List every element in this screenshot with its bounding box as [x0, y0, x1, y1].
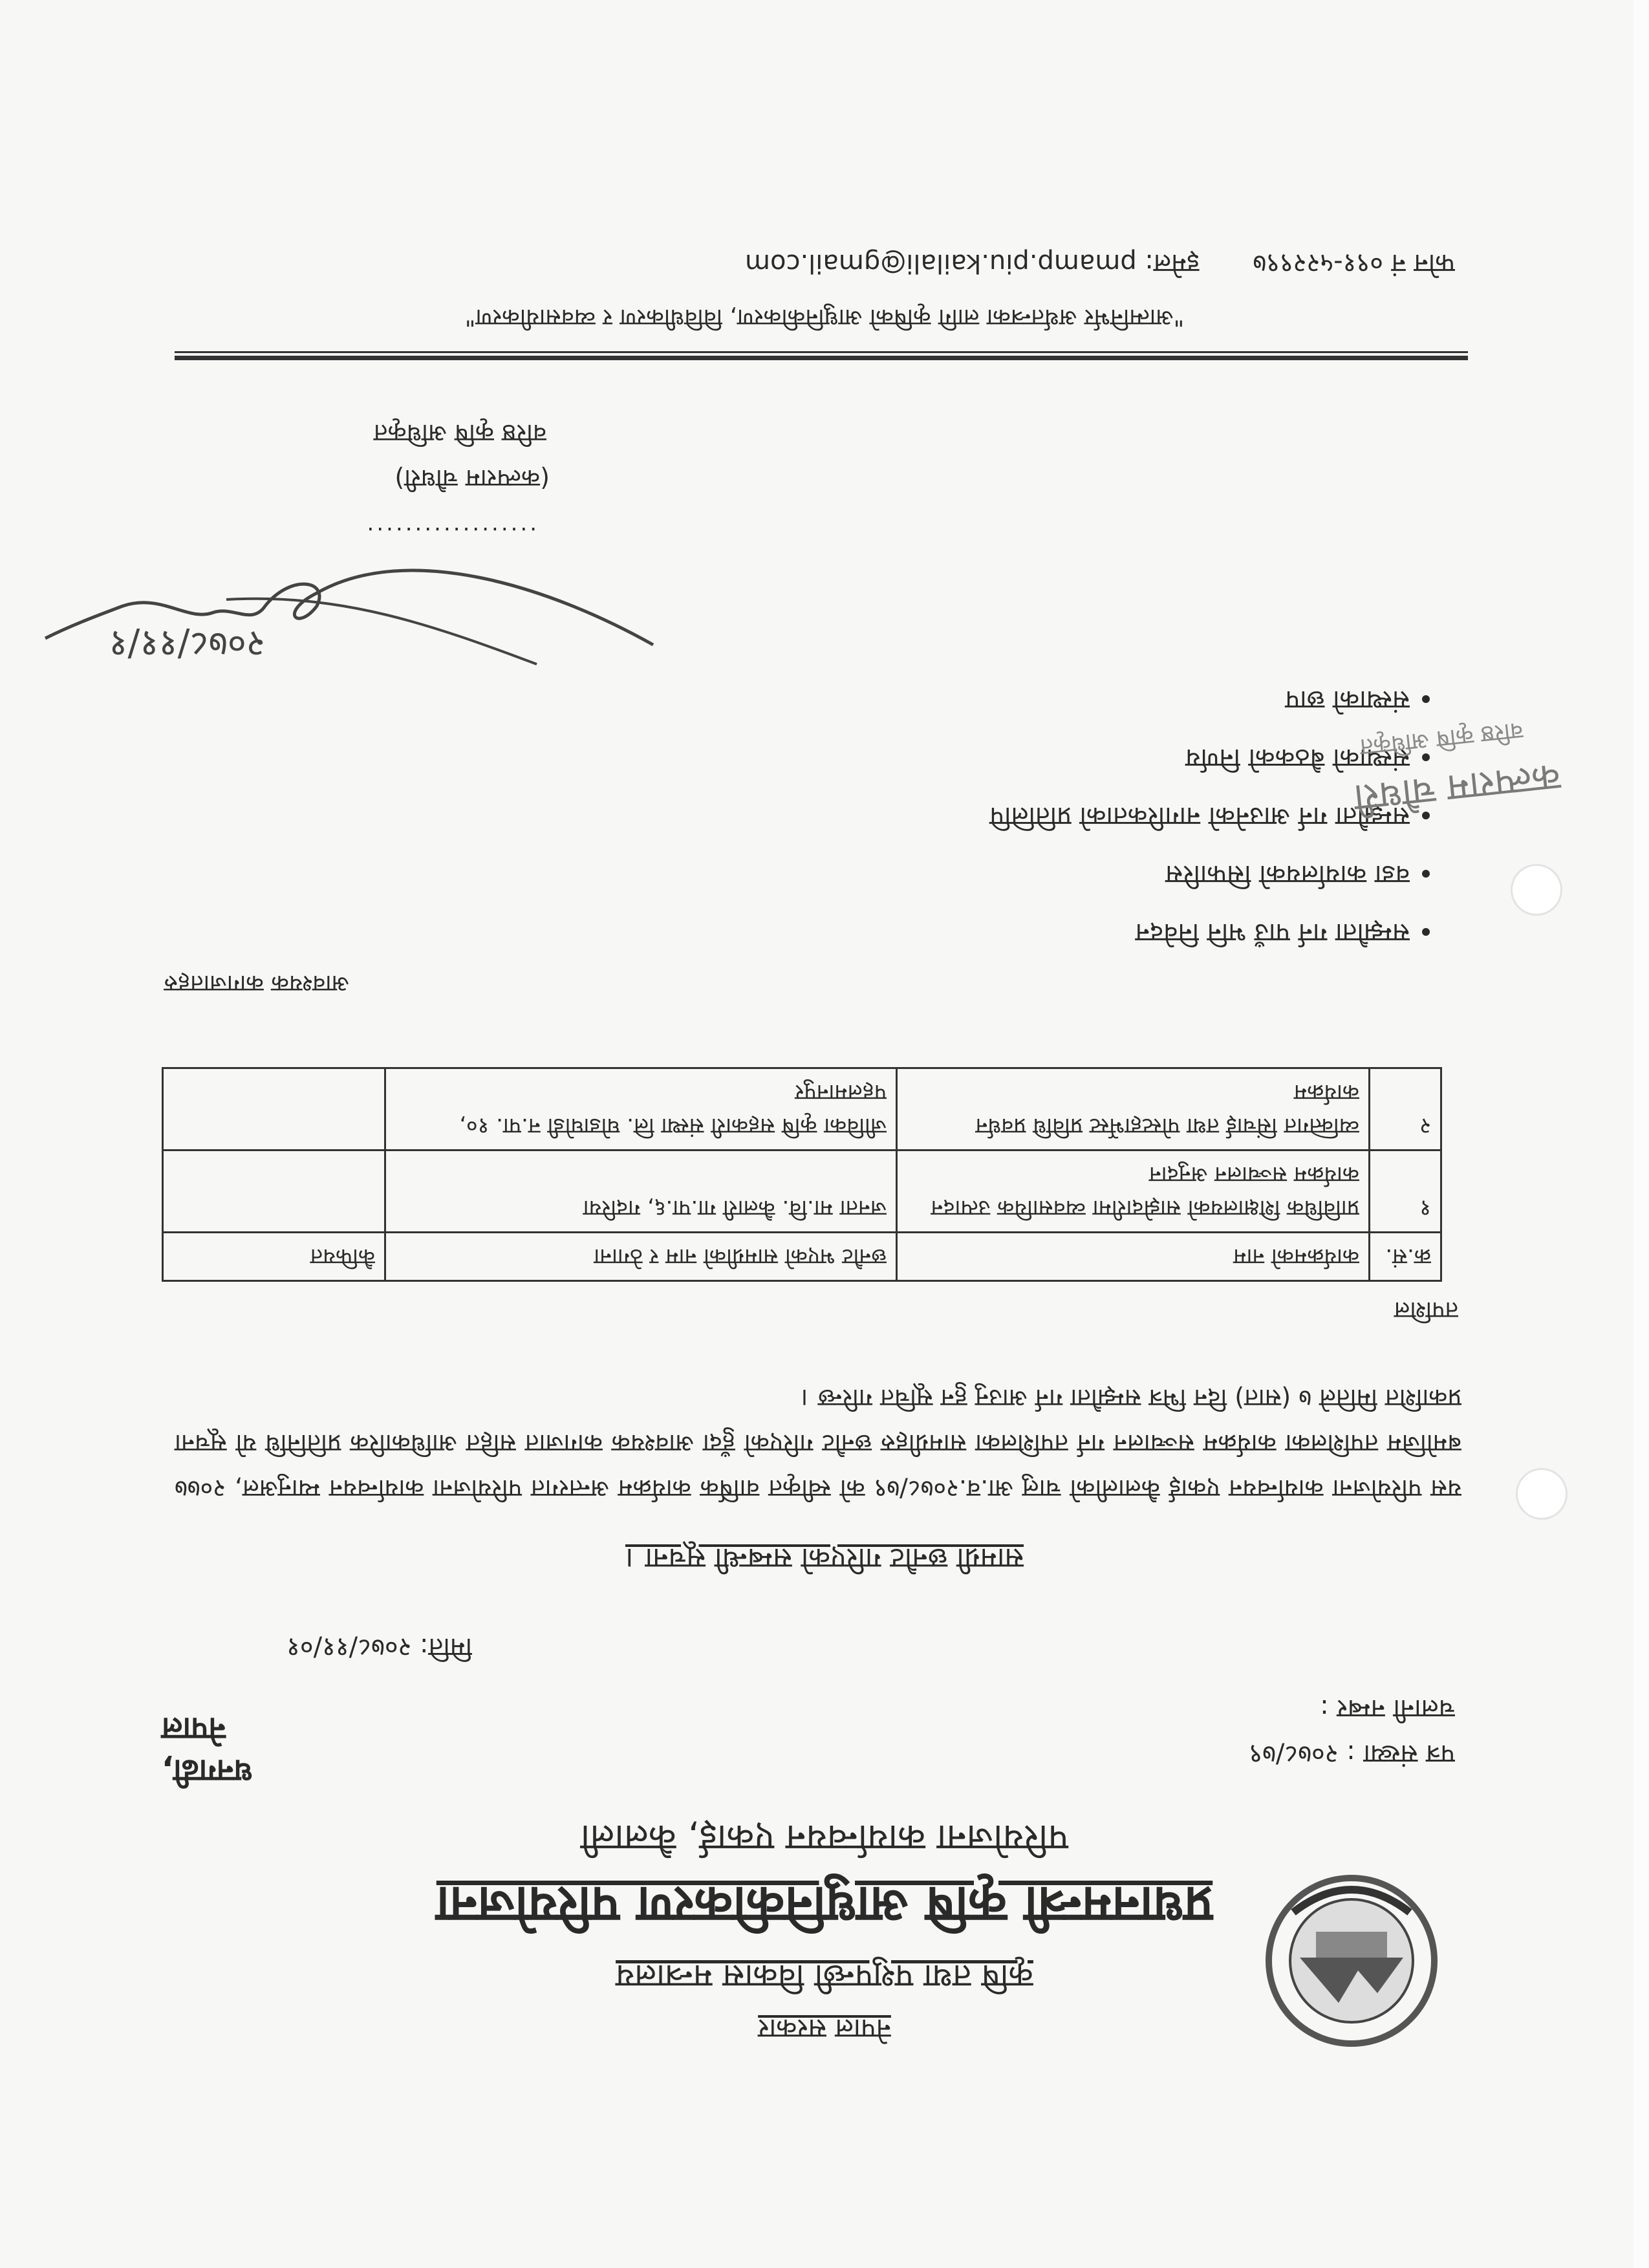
list-item: • वडा कार्यालयको सिफारिस — [989, 845, 1410, 903]
table-row — [163, 1068, 1441, 1150]
table-row — [163, 1150, 1441, 1233]
table-header-row — [163, 1233, 1441, 1281]
table-cell: १ — [1370, 1150, 1441, 1233]
dispatch-number: चलानी नम्बर : — [1320, 1694, 1455, 1723]
handwritten-signature — [32, 470, 679, 703]
table-cell: प्राविधिक शिक्षालयको साझेदारीमा व्यवसायिक उत्पादन कार्यक्रम सञ्चालन अनुदान — [897, 1150, 1370, 1233]
signature-dots: .................. — [364, 522, 537, 548]
signer-name: (कल्पराम चौधरी) — [394, 464, 550, 493]
name-stamp — [1235, 703, 1571, 832]
notice-subject: सामग्री छनौट गरिएको सम्बन्धी सूचना । — [625, 1542, 1024, 1575]
unit-title: परियोजना कार्यान्वयन एकाई, कैलाली — [580, 1817, 1069, 1859]
list-item: • सम्झौता गर्न आउनेको नागरिकताको प्रतिलिपि — [989, 787, 1410, 845]
signer-designation: वरिष्ठ कृषि अधिकृत — [373, 419, 546, 448]
notice-body: यस परियोजना कार्यान्वयन एकाई कैलालीको चालु आ.व.२०७८/७९ को स्वीकृत वार्षिक कार्यक्रम अन्तरगत परियोजना कार्यान्वयन म्यानुअल, २०७७ बमोजिम तपशिलका कार्यक्रम सञ्चालन गर्न तपशिलका सामग्रीहरु छनौट गरिएको हुँदा आवश्यक कागजात सहित आधिकारिक प्रतिनिधि यो सूचना प्रकाशित मितिले ७ (सात) दिन भित्र सम्झौता गर्न आउनु हुन सूचित गरिन्छ । — [175, 1384, 1461, 1503]
table-cell: २ — [1370, 1068, 1441, 1150]
table-cell: जीविका कृषि सहकारी संस्था लि. घोडाघोडी न.पा. १०, पहलमानपुर — [385, 1068, 897, 1150]
letter-date: मिति: २०७८/११/०१ — [286, 1632, 472, 1662]
table-cell: व्यक्तिगत सिंचाई तथा पोस्टहार्भेस्ट प्रविधि प्रवर्धन कार्यक्रम — [897, 1068, 1370, 1150]
table-header-cell: क्र.सं. — [1370, 1233, 1441, 1281]
table-header-cell: कार्यक्रमको नाम — [897, 1233, 1370, 1281]
footer-contact — [194, 247, 1455, 283]
table-header-cell: कैफियत — [163, 1233, 385, 1281]
stamp-name: कल्पराम चौधरी — [1352, 755, 1563, 821]
nepal-emblem-icon — [1255, 1867, 1449, 2055]
stamp-designation: वरिष्ठ कृषि अधिकृत — [1359, 717, 1525, 761]
table-header-cell: छनौट भएको सामग्रीको नाम र ठेगाना — [385, 1233, 897, 1281]
footer-phone: फोन नं ०९१-५२२९९७ — [1253, 248, 1455, 278]
required-documents-heading: आवश्यक कागजातहरु — [164, 970, 349, 997]
list-item: • संस्थाको छाप — [989, 671, 1410, 729]
footer-slogan: "आत्मनिर्भर अर्थतन्त्रका लागि कृषिको आधुनिकीकरण, विविधीकरण र व्यवसायीकरण" — [464, 304, 1185, 330]
government-title: नेपाल सरकार — [758, 2013, 891, 2045]
list-item: • सम्झौता गर्न पाउँ भनि निवेदन — [989, 903, 1410, 962]
selection-table — [162, 1067, 1442, 1282]
handwritten-date: २०७८/११/१ — [109, 623, 265, 665]
letter-number: पत्र संख्या : २०७८/७९ — [1249, 1739, 1455, 1769]
footer-rule — [175, 349, 1468, 360]
list-item: • संस्थाको बैठकको निर्णय — [989, 729, 1410, 787]
table-cell — [163, 1068, 385, 1150]
project-title: प्रधानमन्त्री कृषि आधुनिकीकरण परियोजना — [436, 1875, 1213, 1934]
details-heading: तपशिल — [1394, 1297, 1458, 1323]
footer-email: इमेल: pmamp.piu.kailali@gmail.com — [745, 248, 1200, 278]
office-place: धनगढी, नेपाल — [162, 1711, 253, 1789]
table-cell: जनता मा.वि. कैलारी गा.पा.६, गदरिया — [385, 1150, 897, 1233]
ministry-title: कृषि तथा पशुपन्छी विकास मन्त्रालय — [616, 1958, 1033, 1995]
table-cell — [163, 1150, 385, 1233]
